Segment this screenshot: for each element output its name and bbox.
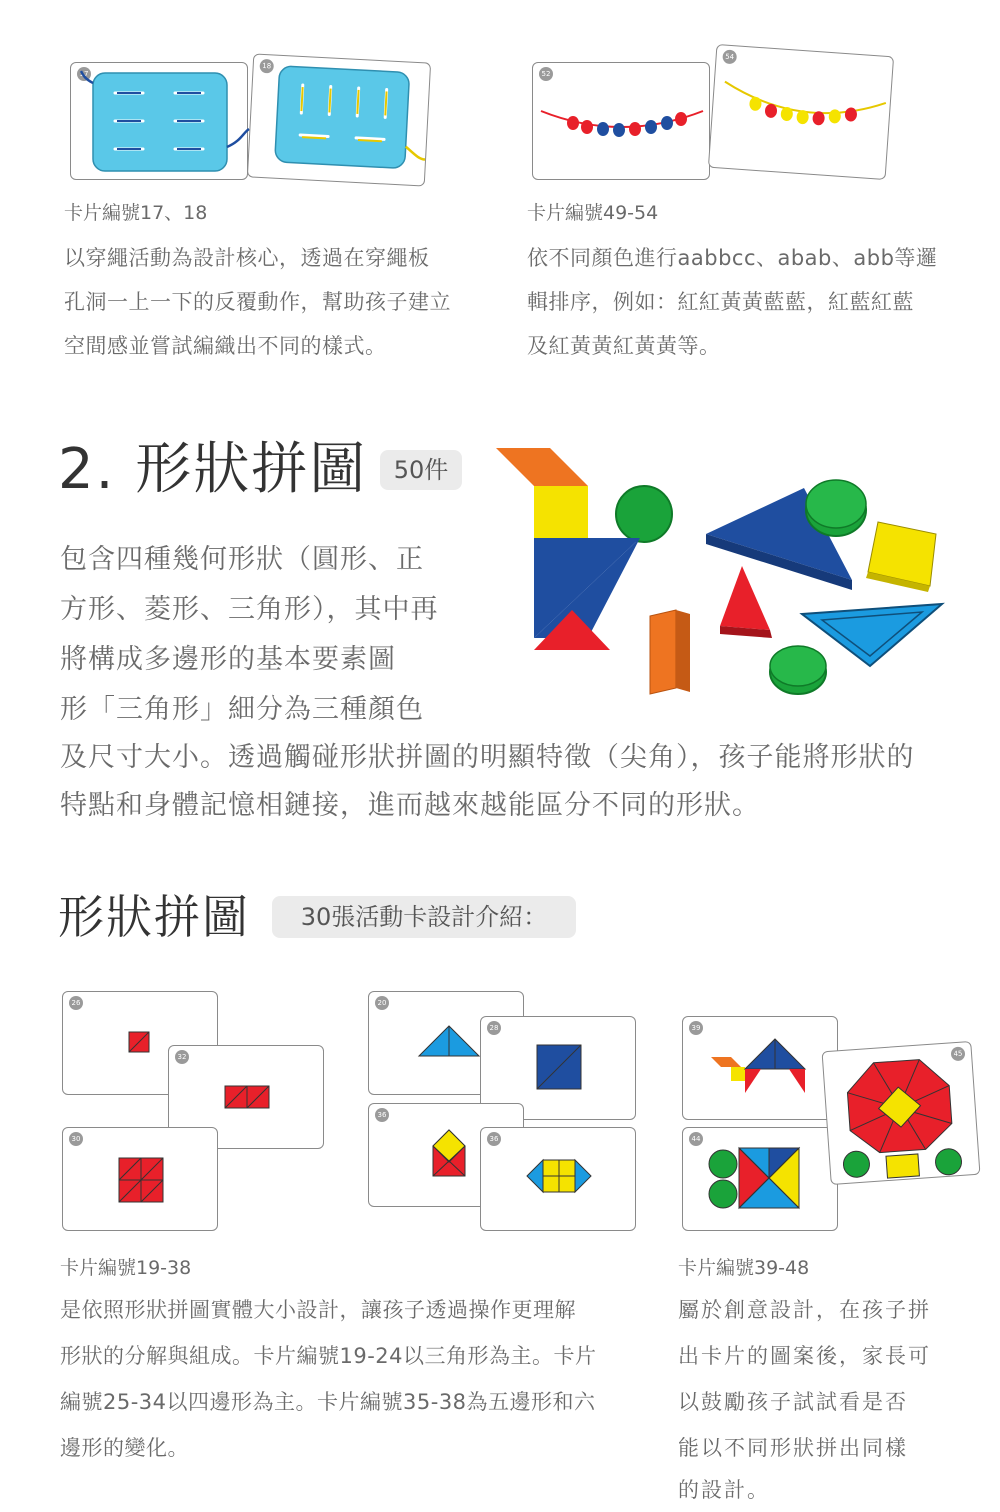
- card-number: 54: [722, 49, 737, 64]
- card-range-caption: 卡片編號19-38: [60, 1257, 192, 1279]
- description-line: 是依照形狀拼圖實體大小設計，讓孩子透過操作更理解: [60, 1298, 576, 1322]
- description-line: 形狀的分解與組成。卡片編號19-24以三角形為主。卡片: [60, 1344, 597, 1368]
- flower-bow-pattern: [683, 1128, 839, 1232]
- big-square-pattern: [63, 1128, 219, 1232]
- piece-count-badge: 50件: [380, 450, 462, 490]
- description-line: 依不同顏色進行aabbcc、abab、abb等邏: [527, 246, 938, 270]
- card: [708, 44, 894, 180]
- card-number: 17: [77, 67, 91, 81]
- description-line: 編號25-34以四邊形為主。卡片編號35-38為五邊形和六: [60, 1390, 596, 1414]
- card-number: 36: [375, 1108, 389, 1122]
- activity-card: [682, 1127, 838, 1231]
- section-title: 2. 形狀拼圖: [58, 437, 368, 502]
- card-range-caption: 卡片編號49-54: [527, 202, 659, 224]
- activity-title: 形狀拼圖: [58, 890, 250, 944]
- description-line: 出卡片的圖案後，家長可: [678, 1344, 931, 1368]
- activity-card: [62, 1127, 218, 1231]
- description-line: 屬於創意設計，在孩子拼: [678, 1298, 931, 1322]
- intro-line: 特點和身體記憶相鏈接，進而越來越能區分不同的形狀。: [60, 790, 760, 821]
- card-number: 20: [375, 996, 389, 1010]
- card-number: 52: [539, 67, 553, 81]
- card-number: 32: [175, 1050, 189, 1064]
- tangram-pieces-illustration: [490, 440, 950, 710]
- card: [532, 62, 710, 180]
- activity-badge: 30張活動卡設計介紹：: [272, 896, 576, 938]
- intro-line: 將構成多邊形的基本要素圖: [60, 644, 396, 675]
- card-number: 28: [487, 1021, 501, 1035]
- description-line: 孔洞一上一下的反覆動作，幫助孩子建立: [64, 290, 451, 314]
- description-line: 邊形的變化。: [60, 1436, 189, 1460]
- lacing-board-illustration: [71, 63, 249, 181]
- activity-card: [682, 1016, 838, 1120]
- bead-string-illustration: [709, 45, 895, 181]
- description-line: 空間感並嘗試編織出不同的樣式。: [64, 334, 387, 358]
- card-number: 36: [487, 1132, 501, 1146]
- lacing-board-illustration: [248, 54, 432, 187]
- lacing-cards-left: [70, 58, 440, 198]
- description-line: 能以不同形狀拼出同樣: [678, 1436, 908, 1460]
- card: [247, 53, 431, 186]
- intro-line: 及尺寸大小。透過觸碰形狀拼圖的明顯特徵（尖角），孩子能將形狀的: [60, 742, 915, 773]
- intro-line: 方形、菱形、三角形），其中再: [60, 594, 439, 625]
- card-number: 26: [69, 996, 83, 1010]
- intro-line: 包含四種幾何形狀（圓形、正: [60, 544, 424, 575]
- description-line: 輯排序，例如：紅紅黃黃藍藍，紅藍紅藍: [527, 290, 914, 314]
- flower-pattern: [823, 1042, 982, 1186]
- lacing-cards-right: [532, 50, 902, 200]
- activity-card: [480, 1127, 636, 1231]
- bird-pattern: [683, 1017, 839, 1121]
- description-line: 及紅黃黃紅黃黃等。: [527, 334, 721, 358]
- card-number: 30: [69, 1132, 83, 1146]
- description-line: 以鼓勵孩子試試看是否: [678, 1390, 908, 1414]
- hexagon-pattern: [481, 1128, 637, 1232]
- bead-string-illustration: [533, 63, 711, 181]
- card: [70, 62, 248, 180]
- card-number: 44: [689, 1132, 703, 1146]
- card-range-caption: 卡片編號17、18: [64, 202, 208, 224]
- card-number: 45: [951, 1046, 966, 1061]
- activity-card: [822, 1041, 981, 1185]
- card-number: 39: [689, 1021, 703, 1035]
- card-range-caption: 卡片編號39-48: [678, 1257, 810, 1279]
- description-line: 以穿繩活動為設計核心，透過在穿繩板: [64, 246, 430, 270]
- description-line: 的設計。: [678, 1478, 770, 1502]
- card-number: 18: [259, 59, 274, 74]
- intro-line: 形「三角形」細分為三種顏色: [60, 694, 424, 725]
